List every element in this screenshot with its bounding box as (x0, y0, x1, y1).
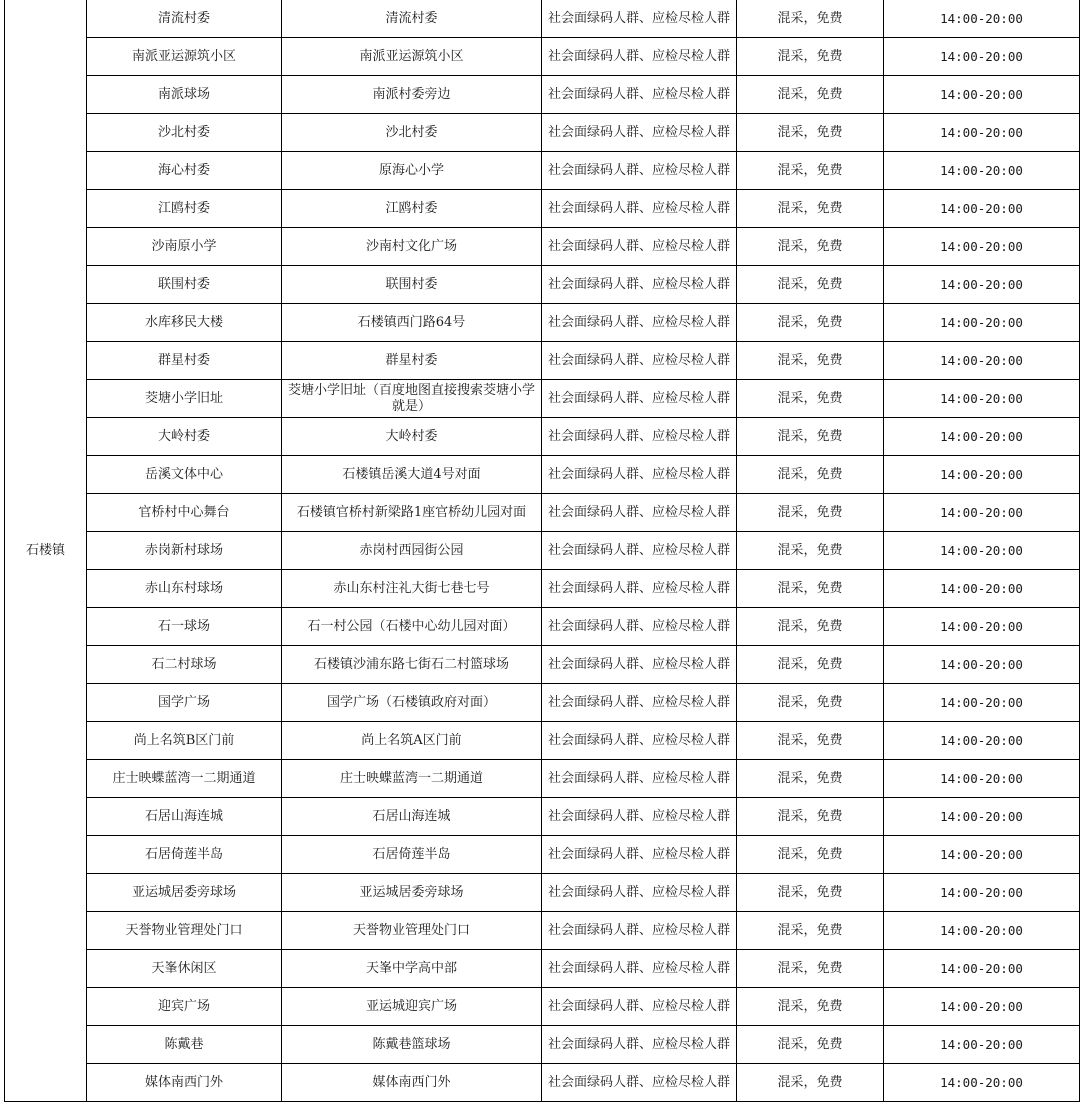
address-cell: 陈戴巷篮球场 (282, 1026, 542, 1064)
table-row (5, 532, 1080, 570)
sampling-type-cell: 混采，免费 (737, 494, 884, 532)
sampling-type-cell: 混采，免费 (737, 760, 884, 798)
time-cell: 14:00-20:00 (884, 646, 1080, 684)
sampling-type-cell: 混采，免费 (737, 76, 884, 114)
target-group-cell: 社会面绿码人群、应检尽检人群 (542, 760, 737, 798)
site-name-cell: 赤岗新村球场 (87, 532, 282, 570)
site-name-cell: 天誉物业管理处门口 (87, 912, 282, 950)
table-row (5, 950, 1080, 988)
target-group-cell: 社会面绿码人群、应检尽检人群 (542, 950, 737, 988)
time-cell: 14:00-20:00 (884, 266, 1080, 304)
sampling-type-cell: 混采，免费 (737, 418, 884, 456)
address-cell: 媒体南西门外 (282, 1064, 542, 1102)
time-cell: 14:00-20:00 (884, 722, 1080, 760)
time-cell: 14:00-20:00 (884, 342, 1080, 380)
table-row (5, 912, 1080, 950)
target-group-cell: 社会面绿码人群、应检尽检人群 (542, 266, 737, 304)
target-group-cell: 社会面绿码人群、应检尽检人群 (542, 228, 737, 266)
time-cell: 14:00-20:00 (884, 532, 1080, 570)
site-name-cell: 南派球场 (87, 76, 282, 114)
address-cell: 清流村委 (282, 0, 542, 38)
sampling-type-cell: 混采，免费 (737, 570, 884, 608)
address-cell: 尚上名筑A区门前 (282, 722, 542, 760)
target-group-cell: 社会面绿码人群、应检尽检人群 (542, 684, 737, 722)
time-cell: 14:00-20:00 (884, 114, 1080, 152)
site-name-cell: 官桥村中心舞台 (87, 494, 282, 532)
target-group-cell: 社会面绿码人群、应检尽检人群 (542, 608, 737, 646)
time-cell: 14:00-20:00 (884, 684, 1080, 722)
table-row (5, 1064, 1080, 1102)
town-cell: 石楼镇 (5, 0, 87, 1102)
sampling-type-cell: 混采，免费 (737, 228, 884, 266)
sampling-type-cell: 混采，免费 (737, 114, 884, 152)
target-group-cell: 社会面绿码人群、应检尽检人群 (542, 1064, 737, 1102)
sampling-type-cell: 混采，免费 (737, 1064, 884, 1102)
target-group-cell: 社会面绿码人群、应检尽检人群 (542, 988, 737, 1026)
sampling-type-cell: 混采，免费 (737, 722, 884, 760)
table-row (5, 418, 1080, 456)
address-cell: 联围村委 (282, 266, 542, 304)
time-cell: 14:00-20:00 (884, 912, 1080, 950)
target-group-cell: 社会面绿码人群、应检尽检人群 (542, 494, 737, 532)
sampling-type-cell: 混采，免费 (737, 684, 884, 722)
time-cell: 14:00-20:00 (884, 760, 1080, 798)
site-name-cell: 江鸥村委 (87, 190, 282, 228)
time-cell: 14:00-20:00 (884, 950, 1080, 988)
address-cell: 江鸥村委 (282, 190, 542, 228)
address-cell: 茭塘小学旧址（百度地图直接搜索茭塘小学就是） (282, 380, 542, 418)
time-cell: 14:00-20:00 (884, 0, 1080, 38)
sampling-type-cell: 混采，免费 (737, 912, 884, 950)
site-name-cell: 石居倚莲半岛 (87, 836, 282, 874)
sampling-type-cell: 混采，免费 (737, 646, 884, 684)
testing-sites-table (4, 0, 1080, 1102)
table-row (5, 798, 1080, 836)
address-cell: 亚运城居委旁球场 (282, 874, 542, 912)
table-row (5, 342, 1080, 380)
target-group-cell: 社会面绿码人群、应检尽检人群 (542, 380, 737, 418)
target-group-cell: 社会面绿码人群、应检尽检人群 (542, 646, 737, 684)
sampling-type-cell: 混采，免费 (737, 190, 884, 228)
time-cell: 14:00-20:00 (884, 1026, 1080, 1064)
site-name-cell: 迎宾广场 (87, 988, 282, 1026)
sampling-type-cell: 混采，免费 (737, 532, 884, 570)
site-name-cell: 石居山海连城 (87, 798, 282, 836)
sampling-type-cell: 混采，免费 (737, 38, 884, 76)
address-cell: 天峯中学高中部 (282, 950, 542, 988)
address-cell: 石一村公园（石楼中心幼儿园对面） (282, 608, 542, 646)
table-row (5, 874, 1080, 912)
site-name-cell: 亚运城居委旁球场 (87, 874, 282, 912)
time-cell: 14:00-20:00 (884, 494, 1080, 532)
sampling-type-cell: 混采，免费 (737, 304, 884, 342)
target-group-cell: 社会面绿码人群、应检尽检人群 (542, 456, 737, 494)
table-row (5, 114, 1080, 152)
site-name-cell: 媒体南西门外 (87, 1064, 282, 1102)
sampling-type-cell: 混采，免费 (737, 608, 884, 646)
time-cell: 14:00-20:00 (884, 380, 1080, 418)
time-cell: 14:00-20:00 (884, 608, 1080, 646)
time-cell: 14:00-20:00 (884, 570, 1080, 608)
site-name-cell: 联围村委 (87, 266, 282, 304)
site-name-cell: 赤山东村球场 (87, 570, 282, 608)
address-cell: 原海心小学 (282, 152, 542, 190)
address-cell: 庄士映蝶蓝湾一二期通道 (282, 760, 542, 798)
sampling-type-cell: 混采，免费 (737, 836, 884, 874)
address-cell: 南派亚运源筑小区 (282, 38, 542, 76)
table-row (5, 722, 1080, 760)
table-row (5, 76, 1080, 114)
address-cell: 石楼镇沙浦东路七街石二村篮球场 (282, 646, 542, 684)
time-cell: 14:00-20:00 (884, 798, 1080, 836)
address-cell: 大岭村委 (282, 418, 542, 456)
table-row (5, 494, 1080, 532)
sampling-type-cell: 混采，免费 (737, 266, 884, 304)
table-row (5, 646, 1080, 684)
sampling-type-cell: 混采，免费 (737, 152, 884, 190)
target-group-cell: 社会面绿码人群、应检尽检人群 (542, 836, 737, 874)
sampling-type-cell: 混采，免费 (737, 874, 884, 912)
site-name-cell: 大岭村委 (87, 418, 282, 456)
address-cell: 石楼镇官桥村新梁路1座官桥幼儿园对面 (282, 494, 542, 532)
table-row (5, 608, 1080, 646)
target-group-cell: 社会面绿码人群、应检尽检人群 (542, 532, 737, 570)
target-group-cell: 社会面绿码人群、应检尽检人群 (542, 190, 737, 228)
target-group-cell: 社会面绿码人群、应检尽检人群 (542, 912, 737, 950)
time-cell: 14:00-20:00 (884, 418, 1080, 456)
table-row (5, 836, 1080, 874)
site-name-cell: 清流村委 (87, 0, 282, 38)
site-name-cell: 南派亚运源筑小区 (87, 38, 282, 76)
address-cell: 亚运城迎宾广场 (282, 988, 542, 1026)
table-row (5, 1026, 1080, 1064)
site-name-cell: 陈戴巷 (87, 1026, 282, 1064)
table-row (5, 304, 1080, 342)
target-group-cell: 社会面绿码人群、应检尽检人群 (542, 342, 737, 380)
site-name-cell: 群星村委 (87, 342, 282, 380)
site-name-cell: 沙南原小学 (87, 228, 282, 266)
sampling-type-cell: 混采，免费 (737, 798, 884, 836)
time-cell: 14:00-20:00 (884, 836, 1080, 874)
target-group-cell: 社会面绿码人群、应检尽检人群 (542, 38, 737, 76)
sampling-type-cell: 混采，免费 (737, 342, 884, 380)
site-name-cell: 石一球场 (87, 608, 282, 646)
table-row (5, 760, 1080, 798)
sampling-type-cell: 混采，免费 (737, 1026, 884, 1064)
sampling-type-cell: 混采，免费 (737, 380, 884, 418)
site-name-cell: 沙北村委 (87, 114, 282, 152)
address-cell: 天誉物业管理处门口 (282, 912, 542, 950)
table-row (5, 152, 1080, 190)
site-name-cell: 尚上名筑B区门前 (87, 722, 282, 760)
time-cell: 14:00-20:00 (884, 1064, 1080, 1102)
address-cell: 石楼镇西门路64号 (282, 304, 542, 342)
address-cell: 群星村委 (282, 342, 542, 380)
site-name-cell: 天峯休闲区 (87, 950, 282, 988)
target-group-cell: 社会面绿码人群、应检尽检人群 (542, 722, 737, 760)
sampling-type-cell: 混采，免费 (737, 950, 884, 988)
address-cell: 赤岗村西园街公园 (282, 532, 542, 570)
sampling-type-cell: 混采，免费 (737, 456, 884, 494)
table-row (5, 456, 1080, 494)
table-row (5, 38, 1080, 76)
target-group-cell: 社会面绿码人群、应检尽检人群 (542, 798, 737, 836)
time-cell: 14:00-20:00 (884, 304, 1080, 342)
table-row (5, 190, 1080, 228)
target-group-cell: 社会面绿码人群、应检尽检人群 (542, 152, 737, 190)
time-cell: 14:00-20:00 (884, 874, 1080, 912)
target-group-cell: 社会面绿码人群、应检尽检人群 (542, 570, 737, 608)
target-group-cell: 社会面绿码人群、应检尽检人群 (542, 1026, 737, 1064)
sampling-type-cell: 混采，免费 (737, 988, 884, 1026)
address-cell: 沙南村文化广场 (282, 228, 542, 266)
target-group-cell: 社会面绿码人群、应检尽检人群 (542, 874, 737, 912)
site-name-cell: 庄士映蝶蓝湾一二期通道 (87, 760, 282, 798)
site-name-cell: 岳溪文体中心 (87, 456, 282, 494)
address-cell: 沙北村委 (282, 114, 542, 152)
address-cell: 国学广场（石楼镇政府对面） (282, 684, 542, 722)
address-cell: 石居山海连城 (282, 798, 542, 836)
time-cell: 14:00-20:00 (884, 38, 1080, 76)
target-group-cell: 社会面绿码人群、应检尽检人群 (542, 114, 737, 152)
time-cell: 14:00-20:00 (884, 988, 1080, 1026)
sheet-bottom-edge (0, 1108, 1080, 1113)
site-name-cell: 国学广场 (87, 684, 282, 722)
sampling-type-cell: 混采，免费 (737, 0, 884, 38)
address-cell: 赤山东村注礼大街七巷七号 (282, 570, 542, 608)
address-cell: 石居倚莲半岛 (282, 836, 542, 874)
table-row (5, 0, 1080, 38)
address-cell: 石楼镇岳溪大道4号对面 (282, 456, 542, 494)
target-group-cell: 社会面绿码人群、应检尽检人群 (542, 304, 737, 342)
table-row (5, 266, 1080, 304)
time-cell: 14:00-20:00 (884, 152, 1080, 190)
table-body (5, 0, 1080, 1102)
site-name-cell: 海心村委 (87, 152, 282, 190)
target-group-cell: 社会面绿码人群、应检尽检人群 (542, 76, 737, 114)
table-row (5, 684, 1080, 722)
address-cell: 南派村委旁边 (282, 76, 542, 114)
target-group-cell: 社会面绿码人群、应检尽检人群 (542, 418, 737, 456)
target-group-cell: 社会面绿码人群、应检尽检人群 (542, 0, 737, 38)
time-cell: 14:00-20:00 (884, 228, 1080, 266)
site-name-cell: 水库移民大楼 (87, 304, 282, 342)
site-name-cell: 石二村球场 (87, 646, 282, 684)
table-row (5, 988, 1080, 1026)
time-cell: 14:00-20:00 (884, 456, 1080, 494)
time-cell: 14:00-20:00 (884, 190, 1080, 228)
time-cell: 14:00-20:00 (884, 76, 1080, 114)
table-row (5, 380, 1080, 418)
table-row (5, 228, 1080, 266)
table-row (5, 570, 1080, 608)
site-name-cell: 茭塘小学旧址 (87, 380, 282, 418)
